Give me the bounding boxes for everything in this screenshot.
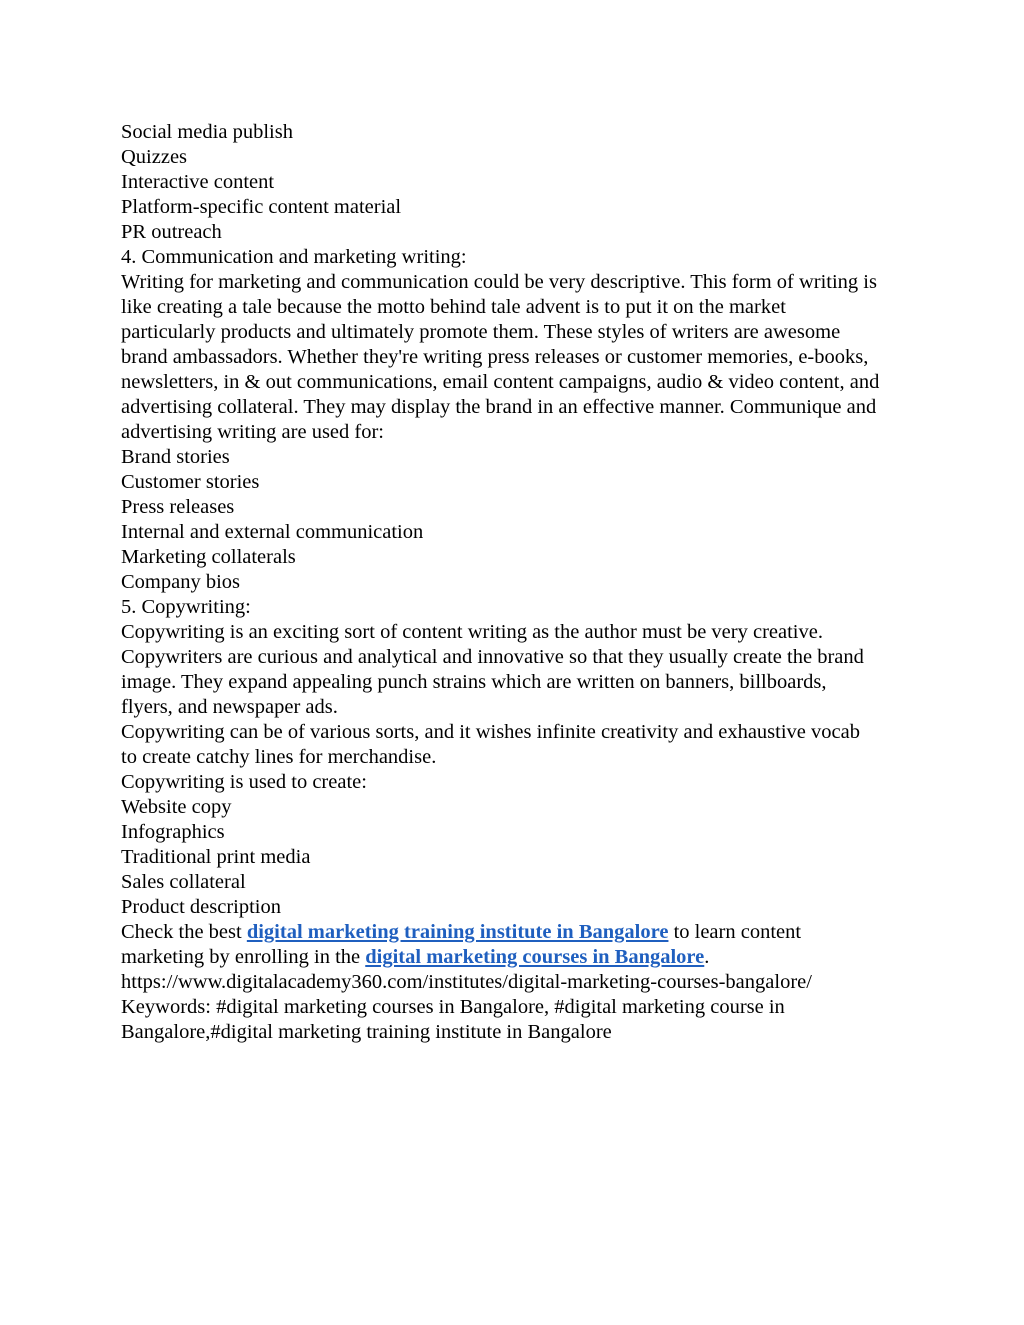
list-item: Customer stories <box>121 471 260 493</box>
list-item: Company bios <box>121 571 241 593</box>
keywords-text: Keywords: #digital marketing courses in Bangalore, #digital marketing course in Bangalore,#digital marketing training institute in Bangalore <box>121 996 785 1043</box>
list-item: Sales collateral <box>121 871 246 893</box>
cta-prefix: Check the best <box>121 921 247 943</box>
list-item: Social media publish <box>121 121 293 143</box>
training-institute-link[interactable]: digital marketing training institute in Bangalore <box>246 921 669 943</box>
list-item: Internal and external communication <box>121 521 424 543</box>
list-item: Website copy <box>121 796 232 818</box>
list-item: Infographics <box>121 821 225 843</box>
list-item: Platform-specific content material <box>121 196 402 218</box>
list-item: Traditional print media <box>121 846 311 868</box>
paragraph: Writing for marketing and communication could be very descriptive. This form of writing is like creating a tale because the motto behind tale advent is to put it on the market particularly products and ultimately promote them. These styles of writers are awesome brand ambassadors. Whether they're writing press releases or customer memories, e-books, newsletters, in & out communications, email content campaigns, audio & video content, and advertising collateral. They may display the brand in an effective manner. Communique and advertising writing are used for: <box>121 271 880 443</box>
list-item: Brand stories <box>121 446 230 468</box>
list-item: Product description <box>121 896 281 918</box>
list-item: Quizzes <box>121 146 188 168</box>
section-heading: 5. Copywriting: <box>121 596 251 618</box>
paragraph: Copywriting is an exciting sort of content writing as the author must be very creative. Copywriters are curious and analytical and innovative so that they usually create the brand image. They expand appealing punch strains which are written on banners, billboards, flyers, and newspaper ads. <box>121 621 864 718</box>
cta-middle: to learn content marketing by enrolling in the <box>121 921 802 968</box>
cta-paragraph <box>121 920 881 970</box>
url-text: https://www.digitalacademy360.com/institutes/digital-marketing-courses-bangalore/ <box>121 971 812 993</box>
paragraph: Copywriting can be of various sorts, and it wishes infinite creativity and exhaustive vocab to create catchy lines for merchandise. <box>121 721 860 768</box>
cta-suffix: . <box>704 946 710 968</box>
paragraph: Copywriting is used to create: <box>121 771 367 793</box>
list-item: Press releases <box>121 496 235 518</box>
courses-link[interactable]: digital marketing courses in Bangalore <box>365 946 705 968</box>
list-item: PR outreach <box>121 221 222 243</box>
list-item: Marketing collaterals <box>121 546 296 568</box>
document-page <box>121 120 881 1045</box>
list-item: Interactive content <box>121 171 275 193</box>
section-heading: 4. Communication and marketing writing: <box>121 246 467 268</box>
